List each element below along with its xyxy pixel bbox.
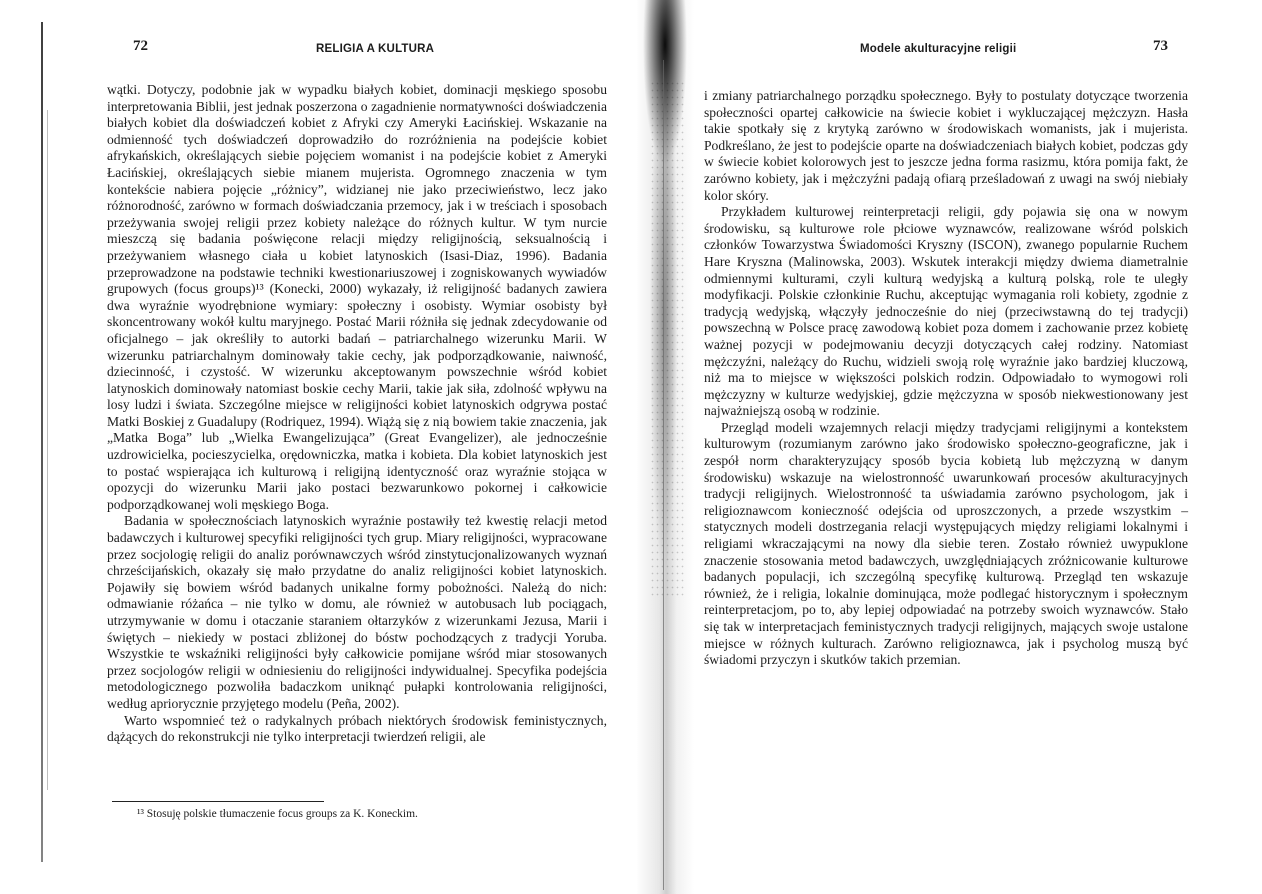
right-page-number: 73: [1153, 38, 1168, 54]
right-paragraph: Przegląd modeli wzajemnych relacji między tradycjami religijnymi a kontekstem kulturowym (rozumianym zarówno jako środowisko społeczno-geograficzne, jak i zespół norm charakteryzujący sposób bycia kobietą lub mężczyzną w danym środowisku) wskazuje na wielostronność uwarunkowań procesów akulturacyjnych tradycji religijnych. Wielostronność ta uświadamia zarówno psychologom, jak i religioznawcom konieczność odejścia od uproszczonych, a przede wszystkim – statycznych modeli dostrzegania relacji występujących między religiami lokalnymi i religiami wkraczającymi na nowy dla siebie teren. Zostało również uwypuklone znaczenie stosowania metod badawczych, uwzględniających zróżnicowanie kulturowe badanych populacji, ich szczególną specyfikę kulturową. Przegląd ten wskazuje również, że i religia, lokalnie dominująca, może podlegać historycznym i społecznym reinterpretacjom, po to, aby lepiej odpowiadać na potrzeby swoich wyznawców. Stało się tak w interpretacjach feministycznych tradycji religijnych, mających swoje ustalone miejsce w różnych kulturach. Zarówno religioznawca, jak i psycholog muszą być świadomi przyczyn i skutków takich przemian.: [704, 419, 1188, 668]
left-running-head: RELIGIA A KULTURA: [316, 43, 435, 55]
left-page-body: [107, 82, 607, 746]
left-paragraph: Badania w społecznościach latynoskich wyraźnie postawiły też kwestię relacji metod badawczych i kulturowej specyfiki religijności tych grup. Miary religijności, wypracowane przez socjologię religii do analiz porównawczych wśród zinstytucjonalizowanych wyznań chrześcijańskich, okazały się mało przydatne do analiz religijności kobiet latynoskich. Pojawiły się bowiem wśród badanych unikalne formy pobożności. Należą do nich: odmawianie różańca – nie tylko w domu, ale również w autobusach lub pociągach, utrzymywanie w domu i otaczanie staraniem ołtarzyków z wizerunkami Jezusa, Marii i świętych – niekiedy w postaci zbliżonej do bóstw pochodzących z tradycji Yoruba. Wszystkie te wskaźniki religijności były całkowicie pomijane wśród miar stosowanych przez socjologów religii w odniesieniu do religijności indywidualnej. Specyfika podejścia metodologicznego pozwoliła badaczkom uniknąć pułapki kontrolowania religijności, według apriorycznie przyjętego modelu (Peña, 2002).: [107, 513, 607, 711]
left-paragraph: wątki. Dotyczy, podobnie jak w wypadku białych kobiet, dominacji męskiego sposobu interpretowania Biblii, jest jednak poszerzona o zagadnienie normatywności doświadczenia białych kobiet dla doświadczeń kobiet z Afryki czy Ameryki Łacińskiej. Wskazanie na odmienność tych doświadczeń doprowadziło do rozróżnienia na podejście kobiet afrykańskich, określających siebie pojęciem womanist i na podejście kobiet z Ameryki Łacińskiej, określających siebie mianem mujerista. Ogromnego znaczenia w tym kontekście nabiera pojęcie „różnicy”, widzianej nie jako przeciwieństwo, lecz jako różnorodność, zarówno w formach doświadczania przemocy, jak i w treściach i sposobach przeżywania swojej religii przez kobiety należące do różnych kultur. W tym nurcie mieszczą się badania poświęcone relacji między religijnością, seksualnością i przeżywaniem własnego ciała u kobiet latynoskich (Isasi-Diaz, 1996). Badania przeprowadzone na podstawie techniki kwestionariuszowej i zogniskowanych wywiadów grupowych (focus groups)¹³ (Konecki, 2000) wykazały, iż religijność badanych zawiera dwa wyraźnie wyodrębnione wymiary: społeczny i osobisty. Wymiar osobisty był skoncentrowany wokół kultu maryjnego. Postać Marii różniła się jednak zdecydowanie od oficjalnego – jak określiły to autorki badań – patriarchalnego wizerunku Marii. W wizerunku patriarchalnym dominowały takie cechy, jak podporządkowanie, naiwność, dziecinność, i czystość. W wizerunku akceptowanym powszechnie wśród kobiet latynoskich dominowały natomiast boskie cechy Marii, takie jak siła, zdolność wpływu na losy ludzi i świata. Szczególne miejsce w religijności kobiet latynoskich odgrywa postać Matki Boskiej z Guadalupy (Rodriquez, 1994). Wiążą się z nią bowiem takie znaczenia, jak „Matka Boga” lub „Wielka Ewangelizująca” (Great Evangelizer), ale jednocześnie uzdrowicielka, pocieszycielka, orędowniczka, matka i kobieta. Dla kobiet latynoskich jest to postać wspierająca ich kulturową i religijną identyczność oraz wyraźnie stojąca w opozycji do wizerunku Marii jako postaci bezwarunkowo pokornej i całkowicie podporządkowanej woli męskiego Boga.: [107, 82, 607, 512]
right-paragraph: i zmiany patriarchalnego porządku społecznego. Były to postulaty dotyczące tworzenia społeczności opartej całkowicie na świecie kobiet i wykluczającej mężczyzn. Hasła takie spotkały się z krytyką zarówno w środowiskach womanists, jak i mujerista. Podkreślano, że jest to podejście oparte na doświadczeniach białych kobiet, podczas gdy w świecie kobiet kolorowych jest to jeszcze jedna forma rasizmu, która pomija fakt, że zarówno kobiety, jak i mężczyźni padają ofiarą prześladowań z uwagi na swój niebiały kolor skóry.: [704, 88, 1188, 203]
footnote: ¹³ Stosuję polskie tłumaczenie focus groups za K. Koneckim.: [137, 808, 418, 820]
scan-left-edge: [41, 22, 43, 862]
left-paragraph: Warto wspomnieć też o radykalnych próbach niektórych środowisk feministycznych, dążących do rekonstrukcji nie tylko interpretacji twierdzeń religii, ale: [107, 712, 607, 745]
footnote-rule: [112, 801, 324, 802]
book-gutter-noise: [650, 80, 684, 600]
right-page-body: [704, 88, 1188, 669]
book-gutter-line: [663, 60, 664, 890]
left-page-number: 72: [133, 38, 148, 54]
right-paragraph: Przykładem kulturowej reinterpretacji religii, gdy pojawia się ona w nowym środowisku, są kulturowe role płciowe wyznawców, realizowane wśród polskich członków Towarzystwa Świadomości Kryszny (ISCON), zwanego popularnie Ruchem Hare Kryszna (Malinowska, 2003). Wskutek interakcji między dwiema diametralnie odmiennymi kulturami, czyli kulturą wedyjską a kulturą polską, role te uległy modyfikacji. Polskie członkinie Ruchu, akceptując wymagania roli kobiety, zgodnie z tradycją wedyjską, włączyły jednocześnie do niej (przeciwstawną do tej tradycji) powszechną w Polsce pracę zawodową kobiet poza domem i zachowanie przez kobietę ważnej pozycji w podejmowaniu decyzji dotyczących całej rodziny. Natomiast mężczyźni, należący do Ruchu, widzieli swoją rolę wyraźnie jako bardziej kluczową, niż ma to miejsce w większości polskich rodzin. Odpowiadało to wymogowi roli mężczyzny w kulturze wedyjskiej, gdzie mężczyzna w sposób niekwestionowany jest najważniejszą osobą w rodzinie.: [704, 204, 1188, 419]
right-running-head: Modele akulturacyjne religii: [860, 43, 1017, 55]
scan-left-edge-inner: [47, 110, 48, 790]
